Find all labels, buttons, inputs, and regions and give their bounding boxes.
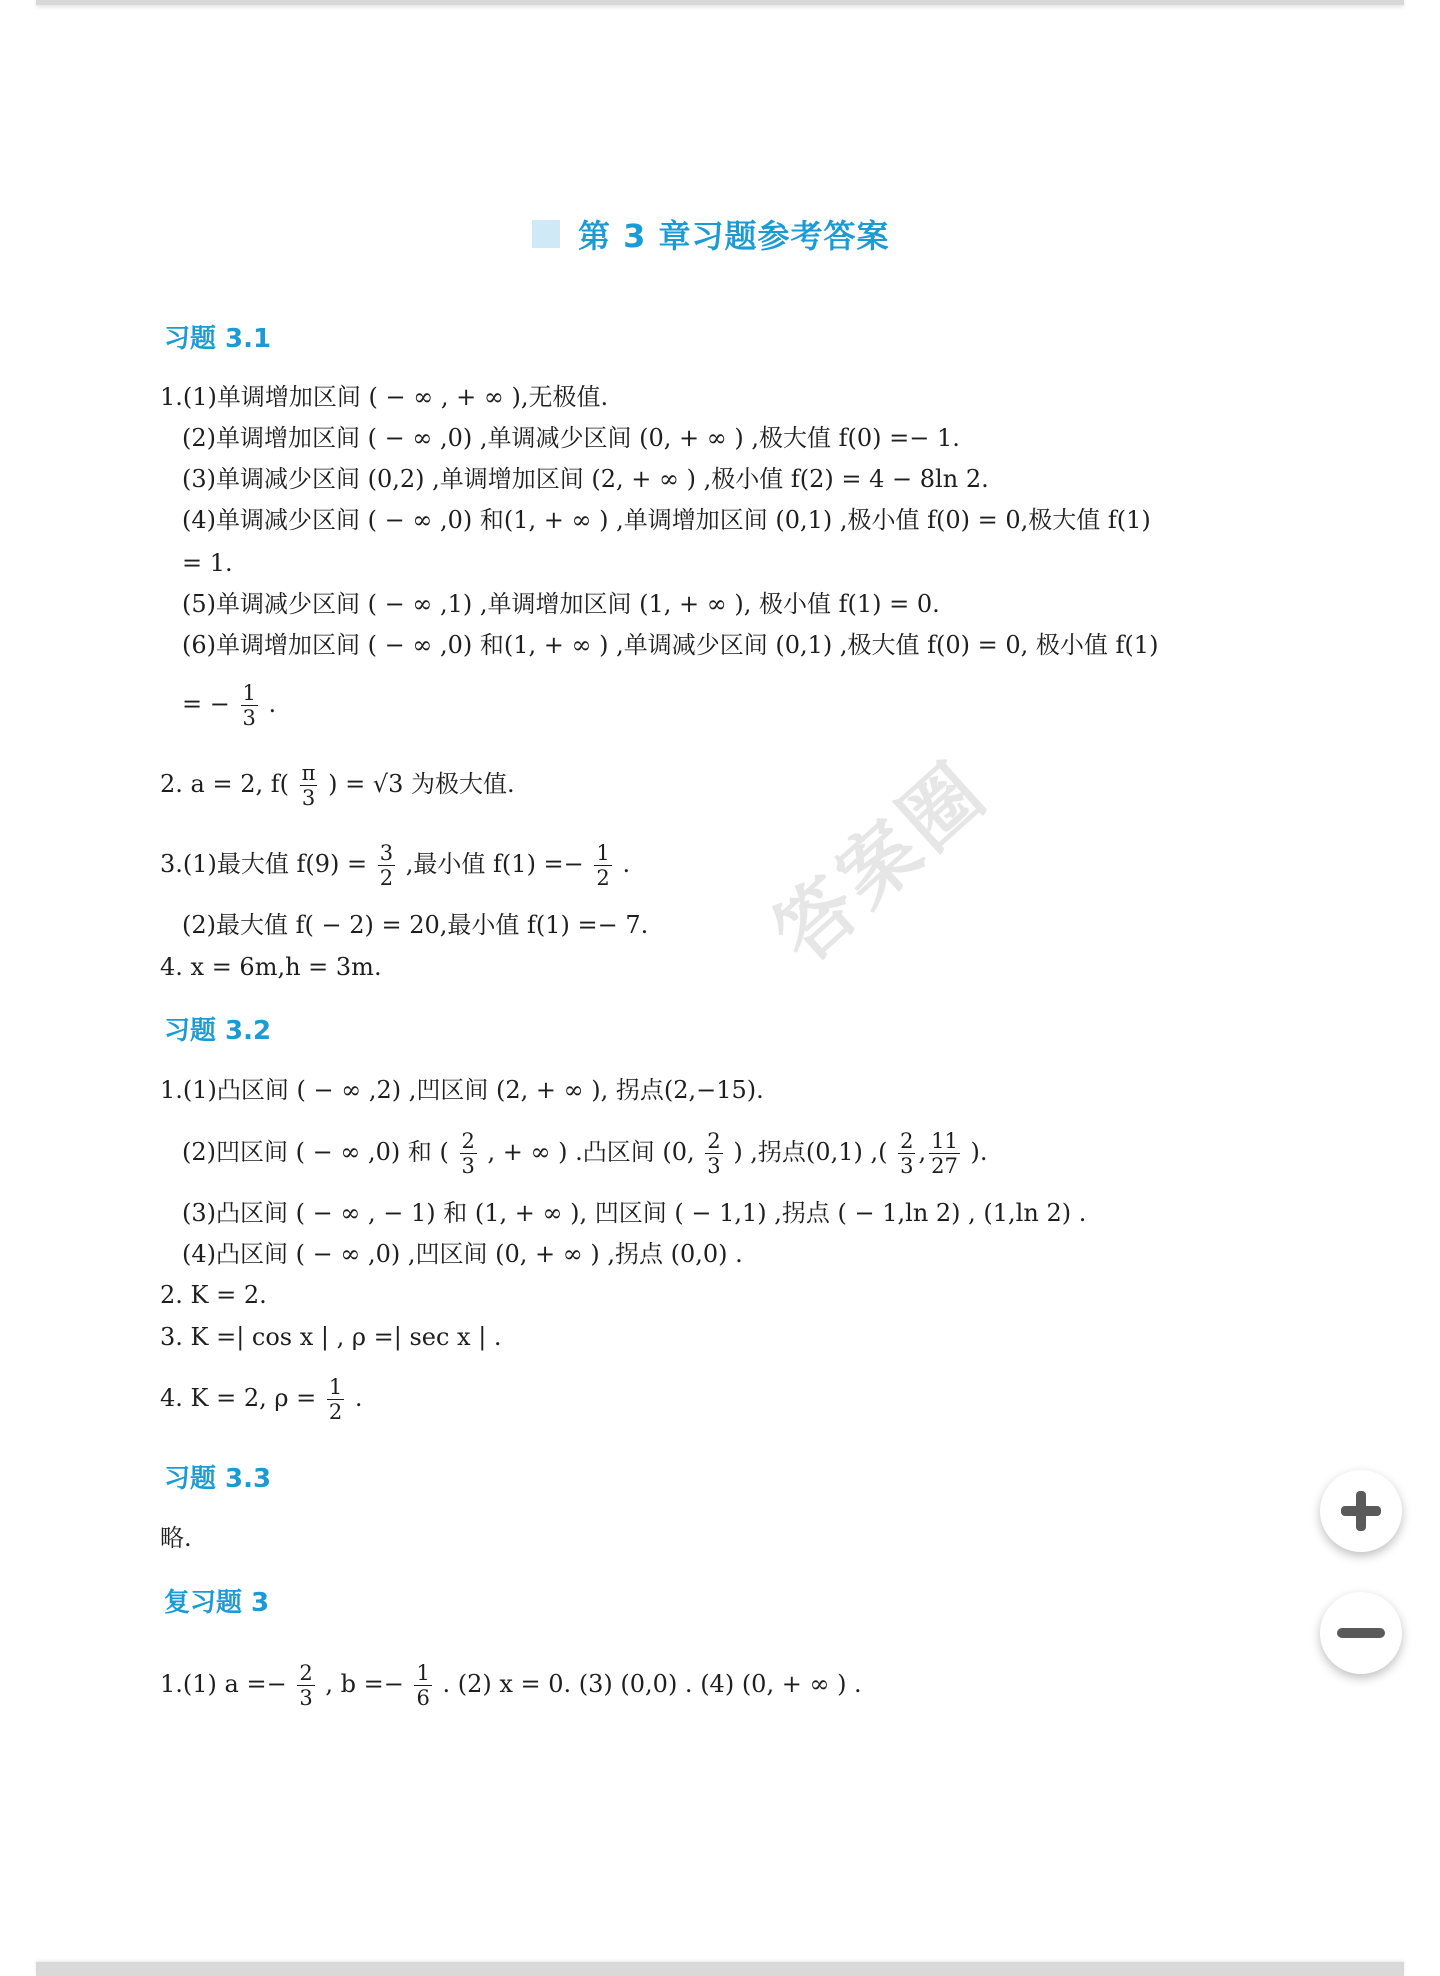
fraction-numerator: 1 <box>416 1661 430 1685</box>
fraction <box>929 1129 960 1178</box>
section-heading-3-3: 习题 3.3 <box>164 1464 272 1494</box>
answer-text: , + ∞ ) .凸区间 (0, <box>487 1138 695 1166</box>
answer-line: 3. K =| cos x | , ρ =| sec x | . <box>160 1323 502 1351</box>
fraction <box>414 1661 431 1710</box>
answer-line <box>182 674 276 734</box>
page-bottom-edge <box>36 1962 1404 1976</box>
section-heading-3-2: 习题 3.2 <box>164 1016 272 1046</box>
answer-text: . <box>354 1384 363 1412</box>
answer-line <box>160 834 630 894</box>
fraction <box>241 681 258 730</box>
answer-text: ) = √3 为极大值. <box>328 770 515 798</box>
fraction-denominator: 2 <box>379 866 394 890</box>
fraction <box>460 1129 477 1178</box>
answer-text: . <box>268 690 277 718</box>
fraction-numerator: 2 <box>461 1129 475 1153</box>
fraction-denominator: 3 <box>707 1154 721 1178</box>
fraction-numerator: 2 <box>299 1661 313 1685</box>
fraction <box>300 761 318 810</box>
answer-line: (5)单调减少区间 ( − ∞ ,1) ,单调增加区间 (1, + ∞ ), 极小值 f(1) = 0. <box>182 590 940 618</box>
answer-line: (2)单调增加区间 ( − ∞ ,0) ,单调减少区间 (0, + ∞ ) ,极大值 f(0) =− 1. <box>182 424 960 452</box>
fraction-denominator: 3 <box>299 1686 313 1710</box>
fraction-numerator: 2 <box>707 1129 721 1153</box>
fraction-denominator: 2 <box>328 1400 343 1424</box>
fraction-numerator: 1 <box>242 681 256 705</box>
chapter-title-text: 第 3 章习题参考答案 <box>578 217 890 255</box>
answer-line <box>160 1654 862 1714</box>
fraction-numerator: π <box>301 761 316 785</box>
watermark: 答案圈 <box>758 744 1006 981</box>
zoom-in-button[interactable] <box>1320 1470 1402 1552</box>
chapter-title <box>532 214 890 254</box>
answer-line: (6)单调增加区间 ( − ∞ ,0) 和(1, + ∞ ) ,单调减少区间 (0,1) ,极大值 f(0) = 0, 极小值 f(1) <box>182 631 1159 659</box>
answer-line: (2)最大值 f( − 2) = 20,最小值 f(1) =− 7. <box>182 911 649 939</box>
answer-line: = 1. <box>182 549 233 577</box>
answer-text: 2. a = 2, f( <box>160 770 289 798</box>
section-heading-review-3: 复习题 3 <box>164 1588 270 1618</box>
answer-text: 3.(1)最大值 f(9) = <box>160 850 368 878</box>
fraction-numerator: 3 <box>379 841 394 865</box>
answer-text: 1.(1) a =− <box>160 1670 287 1698</box>
answer-line: (4)凸区间 ( − ∞ ,0) ,凹区间 (0, + ∞ ) ,拐点 (0,0) . <box>182 1240 743 1268</box>
fraction-denominator: 2 <box>596 866 610 890</box>
plus-icon <box>1337 1487 1385 1535</box>
fraction-denominator: 27 <box>931 1154 958 1178</box>
fraction-numerator: 2 <box>900 1129 914 1153</box>
fraction <box>297 1661 314 1710</box>
fraction <box>378 841 395 890</box>
answer-text: ) ,拐点(0,1) ,( <box>733 1138 888 1166</box>
answer-line: 1.(1)凸区间 ( − ∞ ,2) ,凹区间 (2, + ∞ ), 拐点(2,−15). <box>160 1076 764 1104</box>
section-heading-3-1: 习题 3.1 <box>164 324 272 354</box>
minus-icon <box>1335 1623 1387 1643</box>
answer-text: . (2) x = 0. (3) (0,0) . (4) (0, + ∞ ) . <box>442 1670 862 1698</box>
fraction <box>594 841 611 890</box>
answer-text: ,最小值 f(1) =− <box>405 850 584 878</box>
answer-line <box>182 1122 987 1182</box>
answer-text: (2)凹区间 ( − ∞ ,0) 和 ( <box>182 1138 449 1166</box>
fraction-denominator: 3 <box>242 706 256 730</box>
answer-line: 2. K = 2. <box>160 1281 267 1309</box>
fraction <box>705 1129 722 1178</box>
fraction-numerator: 1 <box>596 841 610 865</box>
page-top-edge <box>36 0 1404 5</box>
fraction <box>327 1375 344 1424</box>
answer-line <box>160 754 515 814</box>
answer-text: , b =− <box>325 1670 404 1698</box>
fraction <box>898 1129 915 1178</box>
answer-line: (3)单调减少区间 (0,2) ,单调增加区间 (2, + ∞ ) ,极小值 f(2) = 4 − 8ln 2. <box>182 465 989 493</box>
title-marker <box>532 220 560 248</box>
answer-line: 4. x = 6m,h = 3m. <box>160 953 382 981</box>
answer-text: 4. K = 2, ρ = <box>160 1384 317 1412</box>
zoom-out-button[interactable] <box>1320 1592 1402 1674</box>
answer-text: = − <box>182 690 230 718</box>
answer-line: (4)单调减少区间 ( − ∞ ,0) 和(1, + ∞ ) ,单调增加区间 (0,1) ,极小值 f(0) = 0,极大值 f(1) <box>182 506 1151 534</box>
answer-line: (3)凸区间 ( − ∞ , − 1) 和 (1, + ∞ ), 凹区间 ( − 1,1) ,拐点 ( − 1,ln 2) , (1,ln 2) . <box>182 1199 1087 1227</box>
fraction-denominator: 3 <box>301 786 316 810</box>
fraction-denominator: 3 <box>461 1154 475 1178</box>
fraction-numerator: 11 <box>931 1129 958 1153</box>
fraction-denominator: 6 <box>416 1686 430 1710</box>
fraction-denominator: 3 <box>900 1154 914 1178</box>
answer-line: 略. <box>160 1524 192 1552</box>
answer-line: 1.(1)单调增加区间 ( − ∞ , + ∞ ),无极值. <box>160 383 609 411</box>
answer-text: ). <box>970 1138 988 1166</box>
answer-line <box>160 1368 363 1428</box>
fraction-numerator: 1 <box>328 1375 343 1399</box>
answer-text: , <box>918 1138 927 1166</box>
answer-text: . <box>622 850 631 878</box>
